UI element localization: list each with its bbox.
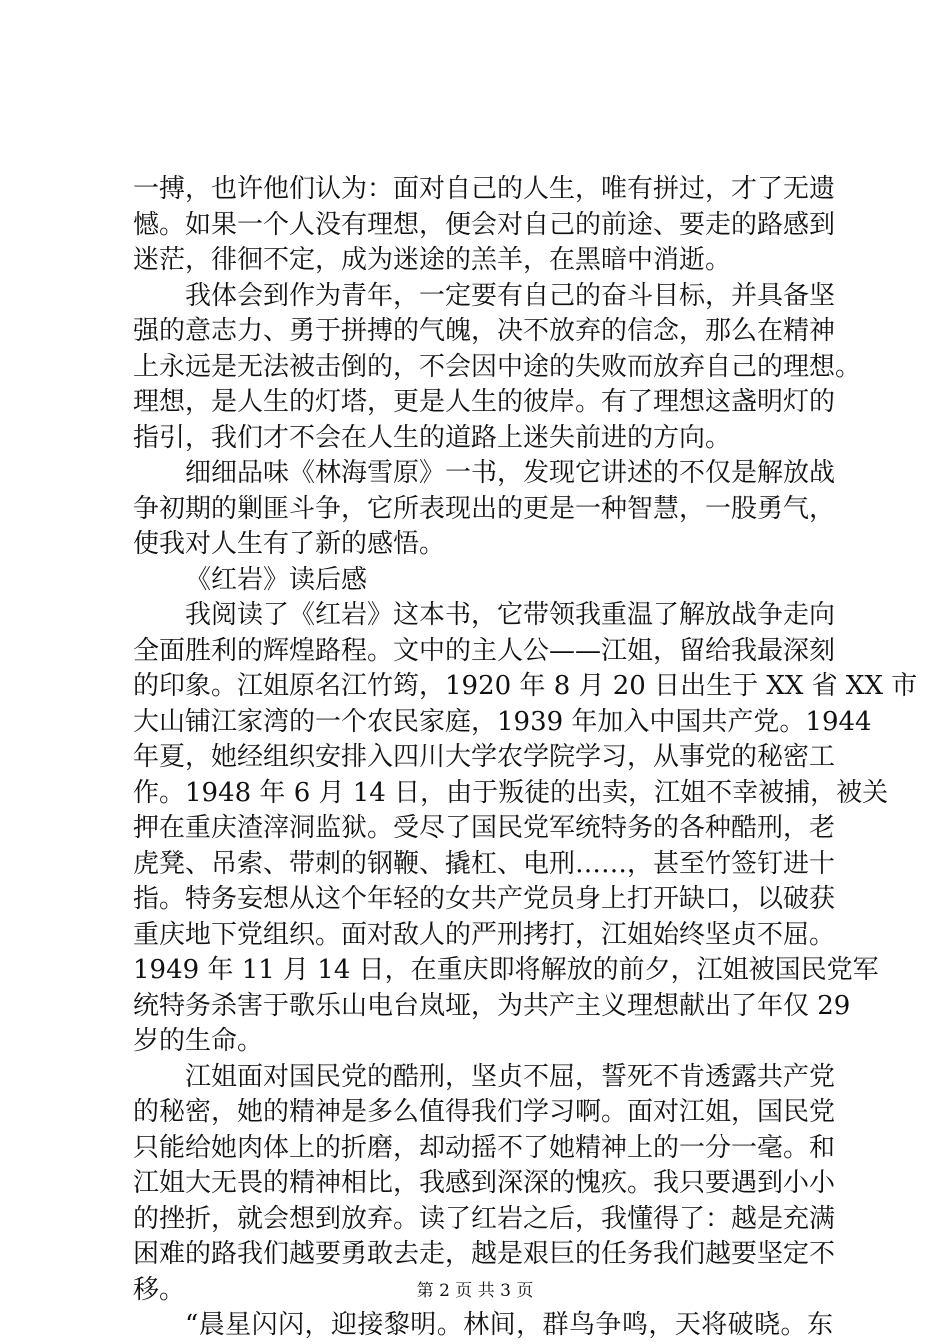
text-line: 江姐面对国民党的酷刑，坚贞不屈，誓死不肯透露共产党 (185, 1061, 836, 1092)
text-line: 岁的生命。 (133, 1026, 264, 1056)
paragraph (133, 279, 862, 457)
text-line: 的印象。江姐原名江竹筠，1920 年 8 月 20 日出生于 XX 省 XX 市 (133, 671, 918, 701)
paragraph (133, 172, 836, 279)
text-line: 年夏，她经组织安排入四川大学农学院学习，从事党的秘密工 (133, 742, 836, 772)
text-line: 1949 年 11 月 14 日，在重庆即将解放的前夕，江姐被国民党军 (133, 955, 879, 985)
section-heading (133, 563, 833, 599)
text-line: 的挫折，就会想到放弃。读了红岩之后，我懂得了：越是充满 (133, 1203, 836, 1234)
text-line: 指。特务妄想从这个年轻的女共产党员身上打开缺口，以破获 (133, 884, 836, 914)
text-line: 憾。如果一个人没有理想，便会对自己的前途、要走的路感到 (133, 209, 836, 240)
text-line: 全面胜利的辉煌路程。文中的主人公——江姐，留给我最深刻 (133, 635, 836, 666)
text-line: 困难的路我们越要勇敢去走，越是艰巨的任务我们越要坚定不 (133, 1239, 836, 1269)
text-line: 我阅读了《红岩》这本书，它带领我重温了解放战争走向 (185, 600, 836, 630)
text-line: 争初期的剿匪斗争，它所表现出的更是一种智慧，一股勇气， (133, 493, 836, 524)
text-line: 指引，我们才不会在人生的道路上迷失前进的方向。 (133, 422, 732, 453)
text-line: 迷茫，徘徊不定，成为迷途的羔羊，在黑暗中消逝。 (133, 245, 732, 275)
text-line: 虎凳、吊索、带刺的钢鞭、撬杠、电刑……，甚至竹签钉进十 (133, 848, 836, 879)
document-body (133, 172, 918, 1344)
text-line: 统特务杀害于歌乐山电台岚垭，为共产主义理想献出了年仅 29 (133, 990, 851, 1021)
paragraph (133, 598, 918, 1060)
text-line: 江姐大无畏的精神相比，我感到深深的愧疚。我只要遇到小小 (133, 1168, 836, 1198)
paragraph (133, 1308, 833, 1344)
text-line: 细细品味《林海雪原》一书，发现它讲述的不仅是解放战 (185, 458, 836, 488)
text-line: 只能给她肉体上的折磨，却动摇不了她精神上的一分一毫。和 (133, 1132, 836, 1163)
text-line: 理想，是人生的灯塔，更是人生的彼岸。有了理想这盏明灯的 (133, 387, 836, 417)
text-line: 一搏，也许他们认为：面对自己的人生，唯有拼过，才了无遗 (133, 174, 836, 204)
page-number-label: 第 2 页 共 3 页 (416, 1281, 534, 1301)
text-line: 大山铺江家湾的一个农民家庭，1939 年加入中国共产党。1944 (133, 706, 872, 737)
text-line: 押在重庆渣滓洞监狱。受尽了国民党军统特务的各种酷刑，老 (133, 813, 836, 843)
text-line: 使我对人生有了新的感悟。 (133, 529, 446, 559)
paragraph (133, 1060, 836, 1309)
paragraph (133, 456, 836, 563)
text-line: “晨星闪闪，迎接黎明。林间，群鸟争鸣，天将破晓。东 (185, 1310, 833, 1340)
text-line: 的秘密，她的精神是多么值得我们学习啊。面对江姐，国民党 (133, 1097, 836, 1127)
text-line: 重庆地下党组织。面对敌人的严刑拷打，江姐始终坚贞不屈。 (133, 919, 836, 950)
text-line: 上永远是无法被击倒的，不会因中途的失败而放弃自己的理想。 (133, 351, 862, 382)
heading-text: 《红岩》读后感 (185, 564, 368, 595)
text-line: 作。1948 年 6 月 14 日，由于叛徒的出卖，江姐不幸被捕，被关 (133, 777, 889, 808)
text-line: 强的意志力、勇于拼搏的气魄，决不放弃的信念，那么在精神 (133, 316, 836, 346)
text-line: 我体会到作为青年，一定要有自己的奋斗目标，并具备坚 (185, 280, 836, 311)
text-line: 移。 (133, 1274, 186, 1305)
page-footer (0, 1276, 950, 1301)
